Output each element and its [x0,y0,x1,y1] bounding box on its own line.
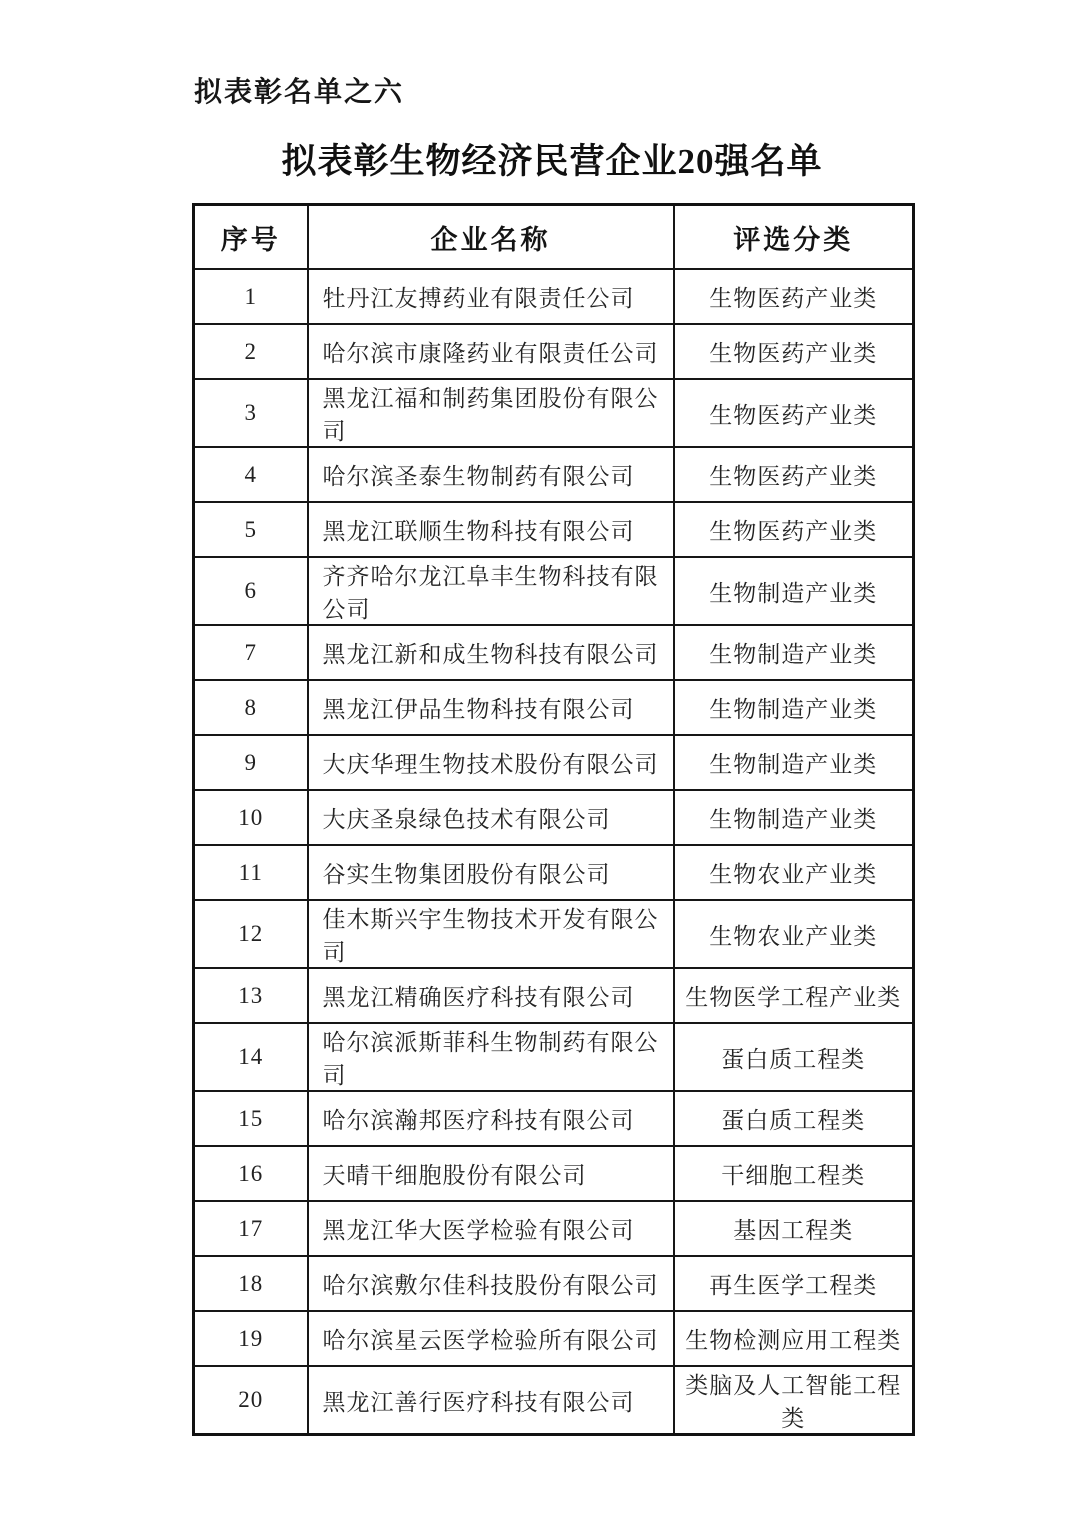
table-row [194,845,914,900]
row-category-cell: 生物医药产业类 [674,324,914,379]
table-row [194,680,914,735]
row-category-cell: 生物医学工程产业类 [674,968,914,1023]
corner-label: 拟表彰名单之六 [194,76,405,107]
row-category-cell: 蛋白质工程类 [674,1091,914,1146]
row-category-cell: 生物医药产业类 [674,447,914,502]
table-row [194,1366,914,1435]
table-header [194,205,914,270]
table-row [194,625,914,680]
row-company-name-cell: 黑龙江华大医学检验有限公司 [308,1201,674,1256]
table-row [194,1023,914,1091]
table-body [194,269,914,1435]
row-category-cell: 生物检测应用工程类 [674,1311,914,1366]
row-company-name-cell: 大庆圣泉绿色技术有限公司 [308,790,674,845]
row-company-name-cell: 哈尔滨圣泰生物制药有限公司 [308,447,674,502]
table-row [194,900,914,968]
row-number-cell: 16 [194,1146,308,1201]
table-row [194,1201,914,1256]
table-row [194,379,914,447]
table-row [194,1146,914,1201]
row-number-cell: 19 [194,1311,308,1366]
row-number-cell: 3 [194,379,308,447]
row-category-cell: 生物农业产业类 [674,900,914,968]
row-company-name-cell: 佳木斯兴宇生物技术开发有限公司 [308,900,674,968]
row-number-cell: 2 [194,324,308,379]
row-category-cell: 类脑及人工智能工程类 [674,1366,914,1435]
row-number-cell: 11 [194,845,308,900]
row-number-cell: 12 [194,900,308,968]
table-row [194,1256,914,1311]
row-number-cell: 5 [194,502,308,557]
row-number-cell: 4 [194,447,308,502]
row-number-cell: 9 [194,735,308,790]
row-category-cell: 基因工程类 [674,1201,914,1256]
row-company-name-cell: 牡丹江友搏药业有限责任公司 [308,269,674,324]
row-company-name-cell: 谷实生物集团股份有限公司 [308,845,674,900]
row-number-cell: 20 [194,1366,308,1435]
row-category-cell: 生物医药产业类 [674,269,914,324]
row-company-name-cell: 黑龙江联顺生物科技有限公司 [308,502,674,557]
row-company-name-cell: 哈尔滨市康隆药业有限责任公司 [308,324,674,379]
row-company-name-cell: 哈尔滨敷尔佳科技股份有限公司 [308,1256,674,1311]
row-company-name-cell: 天晴干细胞股份有限公司 [308,1146,674,1201]
row-company-name-cell: 哈尔滨星云医学检验所有限公司 [308,1311,674,1366]
row-category-cell: 生物制造产业类 [674,557,914,625]
row-category-cell: 生物农业产业类 [674,845,914,900]
table-header-row [194,205,914,270]
row-number-cell: 7 [194,625,308,680]
row-category-cell: 再生医学工程类 [674,1256,914,1311]
row-number-cell: 1 [194,269,308,324]
row-number-cell: 8 [194,680,308,735]
row-company-name-cell: 黑龙江善行医疗科技有限公司 [308,1366,674,1435]
table-row [194,1091,914,1146]
row-company-name-cell: 哈尔滨派斯菲科生物制药有限公司 [308,1023,674,1091]
header-cell-name: 企业名称 [308,205,674,270]
row-number-cell: 18 [194,1256,308,1311]
table-row [194,968,914,1023]
row-company-name-cell: 黑龙江新和成生物科技有限公司 [308,625,674,680]
table-row [194,447,914,502]
table-row [194,790,914,845]
row-category-cell: 蛋白质工程类 [674,1023,914,1091]
row-company-name-cell: 大庆华理生物技术股份有限公司 [308,735,674,790]
table-row [194,1311,914,1366]
row-category-cell: 生物制造产业类 [674,790,914,845]
row-category-cell: 生物制造产业类 [674,680,914,735]
table-row [194,502,914,557]
header-cell-no: 序号 [194,205,308,270]
page-title: 拟表彰生物经济民营企业20强名单 [281,142,823,181]
row-number-cell: 13 [194,968,308,1023]
row-category-cell: 生物医药产业类 [674,502,914,557]
row-number-cell: 17 [194,1201,308,1256]
row-number-cell: 10 [194,790,308,845]
header-cell-category: 评选分类 [674,205,914,270]
row-company-name-cell: 黑龙江精确医疗科技有限公司 [308,968,674,1023]
table-row [194,735,914,790]
table-row [194,324,914,379]
row-company-name-cell: 黑龙江伊品生物科技有限公司 [308,680,674,735]
row-number-cell: 14 [194,1023,308,1091]
row-number-cell: 6 [194,557,308,625]
row-company-name-cell: 哈尔滨瀚邦医疗科技有限公司 [308,1091,674,1146]
row-category-cell: 生物医药产业类 [674,379,914,447]
row-company-name-cell: 齐齐哈尔龙江阜丰生物科技有限公司 [308,557,674,625]
table-row [194,269,914,324]
row-category-cell: 生物制造产业类 [674,625,914,680]
row-category-cell: 生物制造产业类 [674,735,914,790]
enterprise-table [192,203,915,1436]
row-company-name-cell: 黑龙江福和制药集团股份有限公司 [308,379,674,447]
table-row [194,557,914,625]
row-number-cell: 15 [194,1091,308,1146]
row-category-cell: 干细胞工程类 [674,1146,914,1201]
